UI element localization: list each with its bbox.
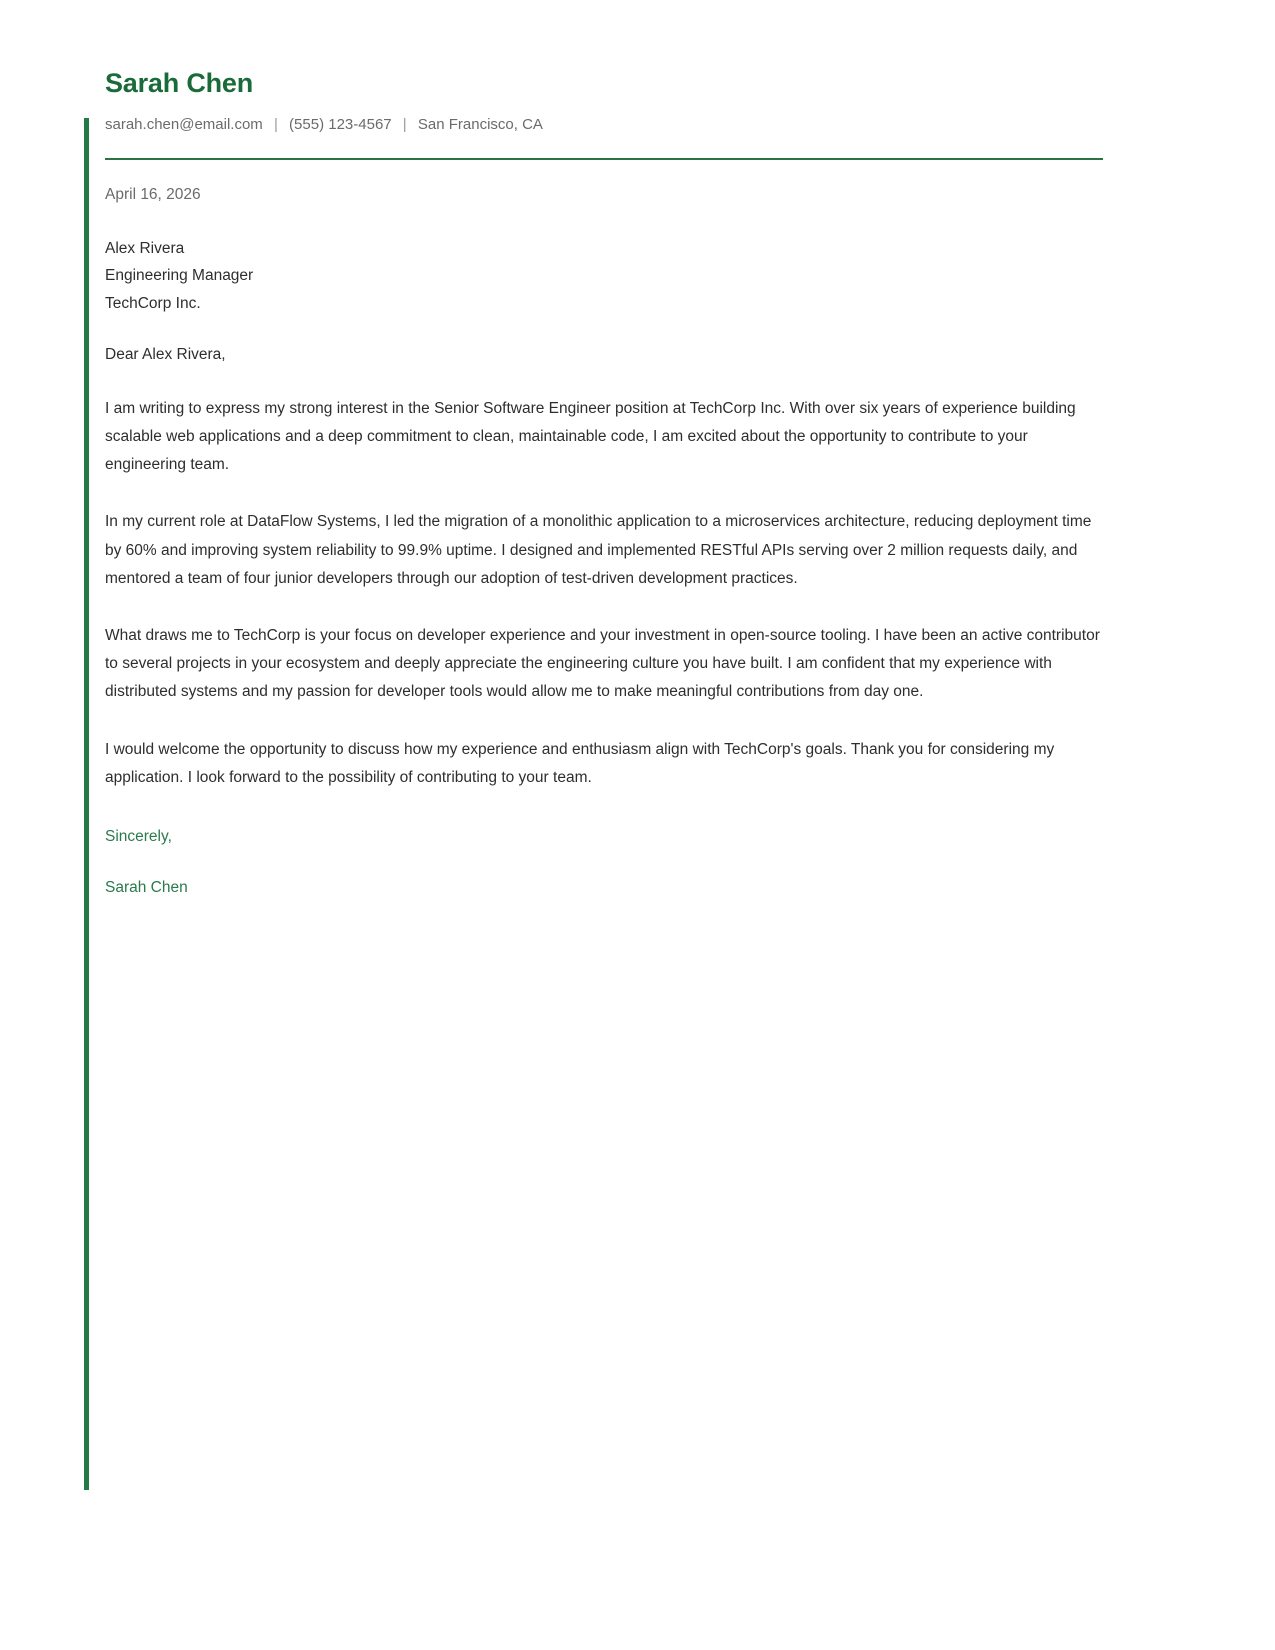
contact-separator-2: | bbox=[402, 116, 407, 134]
letter-content bbox=[105, 68, 1103, 900]
body-paragraph-4: I would welcome the opportunity to discuss how my experience and enthusiasm align with TechCorp's goals. Thank you for considering my application. I look forward to the possibility of contributing to your team. bbox=[105, 740, 1055, 786]
recipient-title: Engineering Manager bbox=[105, 267, 254, 285]
recipient-name: Alex Rivera bbox=[105, 239, 185, 257]
contact-line bbox=[105, 115, 1103, 135]
body-paragraph-3: What draws me to TechCorp is your focus on developer experience and your investment in open-source tooling. I have been an active contributor to several projects in your ecosystem and deeply appreciate the engineering culture you have built. I am confident that my experience with distributed systems and my passion for developer tools would allow me to make meaningful contributions from day one. bbox=[105, 627, 1100, 701]
sender-email: sarah.chen@email.com bbox=[105, 116, 263, 134]
recipient-block bbox=[105, 235, 1103, 318]
sender-phone: (555) 123-4567 bbox=[289, 116, 392, 134]
salutation: Dear Alex Rivera, bbox=[105, 345, 226, 363]
letter-header bbox=[105, 68, 1103, 160]
recipient-company: TechCorp Inc. bbox=[105, 294, 201, 312]
closing-salutation: Sincerely, bbox=[105, 828, 172, 846]
body-paragraph-1: I am writing to express my strong interest in the Senior Software Engineer position at TechCorp Inc. With over six years of experience building scalable web applications and a deep commitment to clean, maintainable code, I am excited about the opportunity to contribute to your engineering team. bbox=[105, 399, 1076, 474]
contact-separator-1: | bbox=[273, 116, 278, 134]
signature-name: Sarah Chen bbox=[105, 879, 188, 897]
sender-name: Sarah Chen bbox=[105, 68, 254, 98]
letter-date: April 16, 2026 bbox=[105, 185, 201, 203]
sender-location: San Francisco, CA bbox=[417, 116, 543, 134]
body-paragraph-2: In my current role at DataFlow Systems, I led the migration of a monolithic application to a microservices architecture, reducing deployment time by 60% and improving system reliability to 99.9% uptime. I designed and implemented RESTful APIs serving over 2 million requests daily, and mentored a team of four junior developers through our adoption of test-driven development practices. bbox=[105, 513, 1092, 587]
header-divider bbox=[105, 158, 1103, 160]
left-accent-bar bbox=[84, 118, 89, 1490]
